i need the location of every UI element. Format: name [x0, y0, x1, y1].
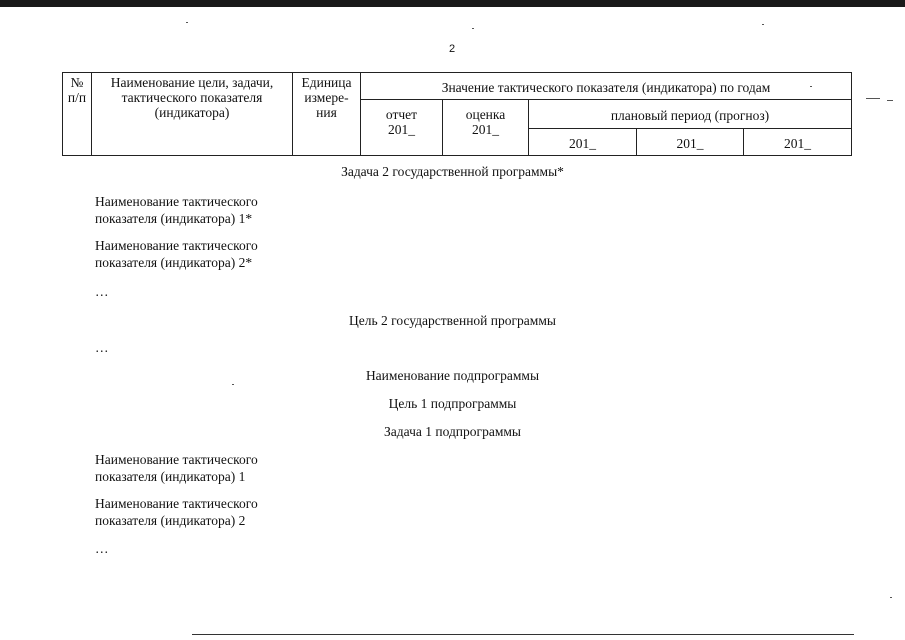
- scan-bottom-rule: [192, 634, 854, 635]
- indicator-2: [95, 495, 258, 529]
- report-label: отчет: [385, 107, 418, 122]
- indicator-1-star: [95, 193, 258, 227]
- indicator-1-star-line-2: показателя (индикатора) 1*: [95, 211, 253, 226]
- subprogram-heading: Наименование подпрограммы: [365, 368, 540, 383]
- scan-speck: [866, 98, 880, 99]
- scan-top-border: [0, 0, 905, 7]
- scan-speck: [887, 100, 893, 101]
- plan-year-2: 201_: [637, 129, 744, 156]
- col-name-header: [92, 73, 293, 156]
- page-number: 2: [449, 43, 456, 55]
- col-unit-line-2: измере-: [304, 90, 349, 105]
- estimate-year: 201_: [472, 122, 499, 137]
- plan-period-header: плановый период (прогноз): [529, 100, 852, 129]
- scan-speck: [232, 384, 234, 385]
- ellipsis-3: …: [95, 541, 109, 556]
- scan-speck: [810, 86, 812, 87]
- subprogram-task-1-heading: Задача 1 подпрограммы: [384, 424, 521, 439]
- report-year: 201_: [388, 122, 415, 137]
- col-number-line-2: п/п: [67, 90, 87, 105]
- subprogram-goal-1-heading: Цель 1 подпрограммы: [388, 396, 517, 411]
- indicator-1-line-2: показателя (индикатора) 1: [95, 469, 246, 484]
- task-2-heading: Задача 2 государственной программы*: [341, 164, 564, 179]
- col-number-line-1: №: [70, 75, 84, 90]
- indicator-2-star-line-1: Наименование тактического: [95, 238, 258, 253]
- col-unit-line-3: ния: [316, 105, 337, 120]
- scan-speck: [890, 597, 892, 598]
- ellipsis-1: …: [95, 284, 109, 299]
- plan-year-1: 201_: [529, 129, 637, 156]
- col-name-line-3: (индикатора): [154, 105, 230, 120]
- indicator-2-star: [95, 237, 258, 271]
- indicator-2-line-1: Наименование тактического: [95, 496, 258, 511]
- estimate-label: оценка: [465, 107, 506, 122]
- scan-speck: [472, 28, 474, 29]
- goal-2-heading: Цель 2 государственной программы: [349, 313, 556, 328]
- plan-year-3: 201_: [744, 129, 852, 156]
- indicator-table-header: [62, 72, 852, 156]
- scan-speck: [186, 22, 188, 23]
- ellipsis-2: …: [95, 340, 109, 355]
- col-unit-header: [293, 73, 361, 156]
- col-unit-line-1: Единица: [301, 75, 352, 90]
- col-name-line-1: Наименование цели, задачи,: [110, 75, 274, 90]
- indicator-2-line-2: показателя (индикатора) 2: [95, 513, 246, 528]
- indicator-2-star-line-2: показателя (индикатора) 2*: [95, 255, 253, 270]
- scan-speck: [762, 24, 764, 25]
- indicator-1-line-1: Наименование тактического: [95, 452, 258, 467]
- col-name-line-2: тактического показателя: [121, 90, 263, 105]
- estimate-year-header: [443, 100, 529, 156]
- values-by-year-header: Значение тактического показателя (индикатора) по годам: [361, 73, 852, 100]
- report-year-header: [361, 100, 443, 156]
- indicator-1-star-line-1: Наименование тактического: [95, 194, 258, 209]
- indicator-1: [95, 451, 258, 485]
- col-number-header: [63, 73, 92, 156]
